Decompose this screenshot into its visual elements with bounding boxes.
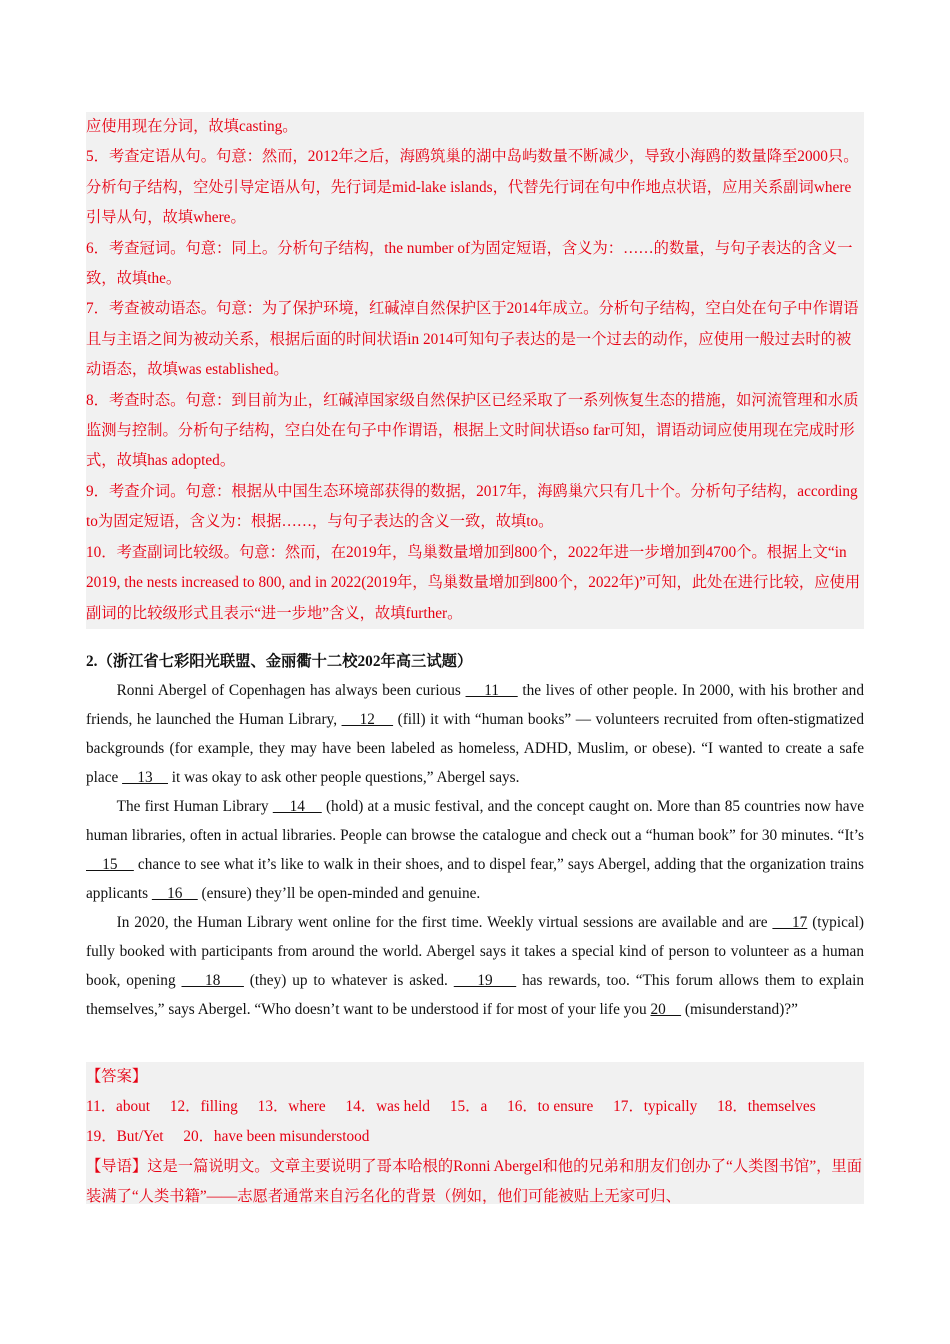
blank-16: 16 (151, 885, 198, 902)
answer-item: 15．a (449, 1098, 488, 1115)
explanation-item: 9．考查介词。句意：根据从中国生态环境部获得的数据，2017年，海鸥巢穴只有几十个。分析句子结构，according to为固定短语，含义为：根据……，与句子表达的含义一致，故填to。 (86, 482, 858, 531)
answer-item: 14．was held (345, 1098, 431, 1115)
blank-13: 13 (122, 769, 168, 786)
explanation-item: 7．考查被动语态。句意：为了保护环境，红碱淖自然保护区于2014年成立。分析句子结构，空白处在句子中作谓语且与主语之间为被动关系，根据后面的时间状语in 2014可知句子表达的是一个过去的动作，应使用一般过去时的被动语态，故填was established。 (86, 300, 859, 379)
passage-text: In 2020, the Human Library went online for the first time. Weekly virtual sessions are available and are (116, 914, 773, 931)
explanation-item: 8．考查时态。句意：到目前为止，红碱淖国家级自然保护区已经采取了一系列恢复生态的措施，如河流管理和水质监测与控制。分析句子结构，空白处在句子中作谓语，根据上文时间状语so far可知，谓语动词应使用现在完成时形式，故填has adopted。 (86, 391, 859, 470)
passage-text: has rewards, too. “This forum allows them to explain themselves,” says Abergel. “Who doesn’t want to be understood if for most of your life you (86, 972, 865, 1018)
passage-text: (hold) at a music festival, and the concept caught on. More than 85 countries now have human libraries, often in actual libraries. People can browse the catalogue and check out a “human book” for 30 minutes. “It’s (86, 798, 865, 844)
guide-text: 【导语】这是一篇说明文。文章主要说明了哥本哈根的Ronni Abergel和他的兄弟和朋友们创办了“人类图书馆”，里面装满了“人类书籍”——志愿者通常来自污名化的背景（例如，他们可能被贴上无家可归、 (86, 1158, 863, 1204)
passage-text: (they) up to whatever is asked. (243, 972, 454, 989)
passage-paragraph (86, 676, 864, 792)
answer-item: 11．about (86, 1098, 151, 1115)
explanation-section (86, 112, 864, 629)
blank-18: 18 (181, 972, 244, 989)
explanation-item: 5．考查定语从句。句意：然而，2012年之后，海鸥筑巢的湖中岛屿数量不断减少，导致小海鸥的数量降至2000只。分析句子结构，空处引导定语从句，先行词是mid-lake islands，代替先行词在句中作地点状语，应用关系副词where引导从句，故填where。 (86, 148, 859, 227)
passage-text: the lives of other people. In 2000, with his brother and friends, he launched the Human Library, (86, 682, 864, 728)
blank-17: 17 (772, 914, 808, 931)
passage-text: (fill) it with “human books” — volunteers recruited from often-stigmatized backgrounds (for example, they may have been labeled as homeless, ADHD, Muslim, or obese). “I wanted to create a safe place (86, 711, 864, 786)
answer-list (86, 1092, 864, 1152)
answer-item: 12．filling (169, 1098, 238, 1115)
answer-item: 13．where (257, 1098, 326, 1115)
explanation-item: 6．考查冠词。句意：同上。分析句子结构，the number of为固定短语，含义为：……的数量，与句子表达的含义一致，故填the。 (86, 239, 853, 288)
answer-label: 【答案】 (86, 1068, 148, 1085)
question-heading: 2.（浙江省七彩阳光联盟、金丽衢十二校202年高三试题） (86, 653, 473, 670)
blank-14: 14 (272, 798, 322, 815)
blank-20: 20 (650, 1001, 682, 1018)
explanation-item: 应使用现在分词，故填casting。 (86, 118, 298, 135)
passage-text: (misunderstand)?” (681, 1001, 798, 1018)
blank-12: 12 (341, 711, 394, 728)
answer-item: 17．typically (613, 1098, 698, 1115)
passage-paragraph (86, 792, 864, 908)
passage-text: it was okay to ask other people questions,” Abergel says. (167, 769, 520, 786)
question-section (86, 648, 864, 1024)
answer-item: 20．have been misunderstood (183, 1128, 370, 1145)
answer-section (86, 1062, 864, 1204)
blank-11: 11 (465, 682, 518, 699)
passage-text: chance to see what it’s like to walk in their shoes, and to dispel fear,” says Abergel, adding that the organization trains applicants (86, 856, 864, 902)
passage-text: (typical) fully booked with participants from around the world. Abergel says it takes a special kind of person to volunteer as a human book, opening (86, 914, 865, 989)
passage-text: Ronni Abergel of Copenhagen has always been curious (116, 682, 466, 699)
blank-15: 15 (86, 856, 134, 873)
blank-19: 19 (453, 972, 517, 989)
passage-text: (ensure) they’ll be open-minded and genuine. (197, 885, 481, 902)
explanation-item: 10．考查副词比较级。句意：然而，在2019年，鸟巢数量增加到800个，2022年进一步增加到4700个。根据上文“in 2019, the nests increased to 800, and in 2022(2019年，鸟巢数量增加到800个，2022年)”可知，此处在进行比较，应使用副词的比较级形式且表示“进一步地”含义，故填further。 (86, 543, 861, 622)
passage-paragraph (86, 908, 864, 1024)
answer-item: 16．to ensure (507, 1098, 594, 1115)
answer-item: 18．themselves (717, 1098, 816, 1115)
passage-text: The first Human Library (116, 798, 273, 815)
answer-item: 19．But/Yet (86, 1128, 164, 1145)
